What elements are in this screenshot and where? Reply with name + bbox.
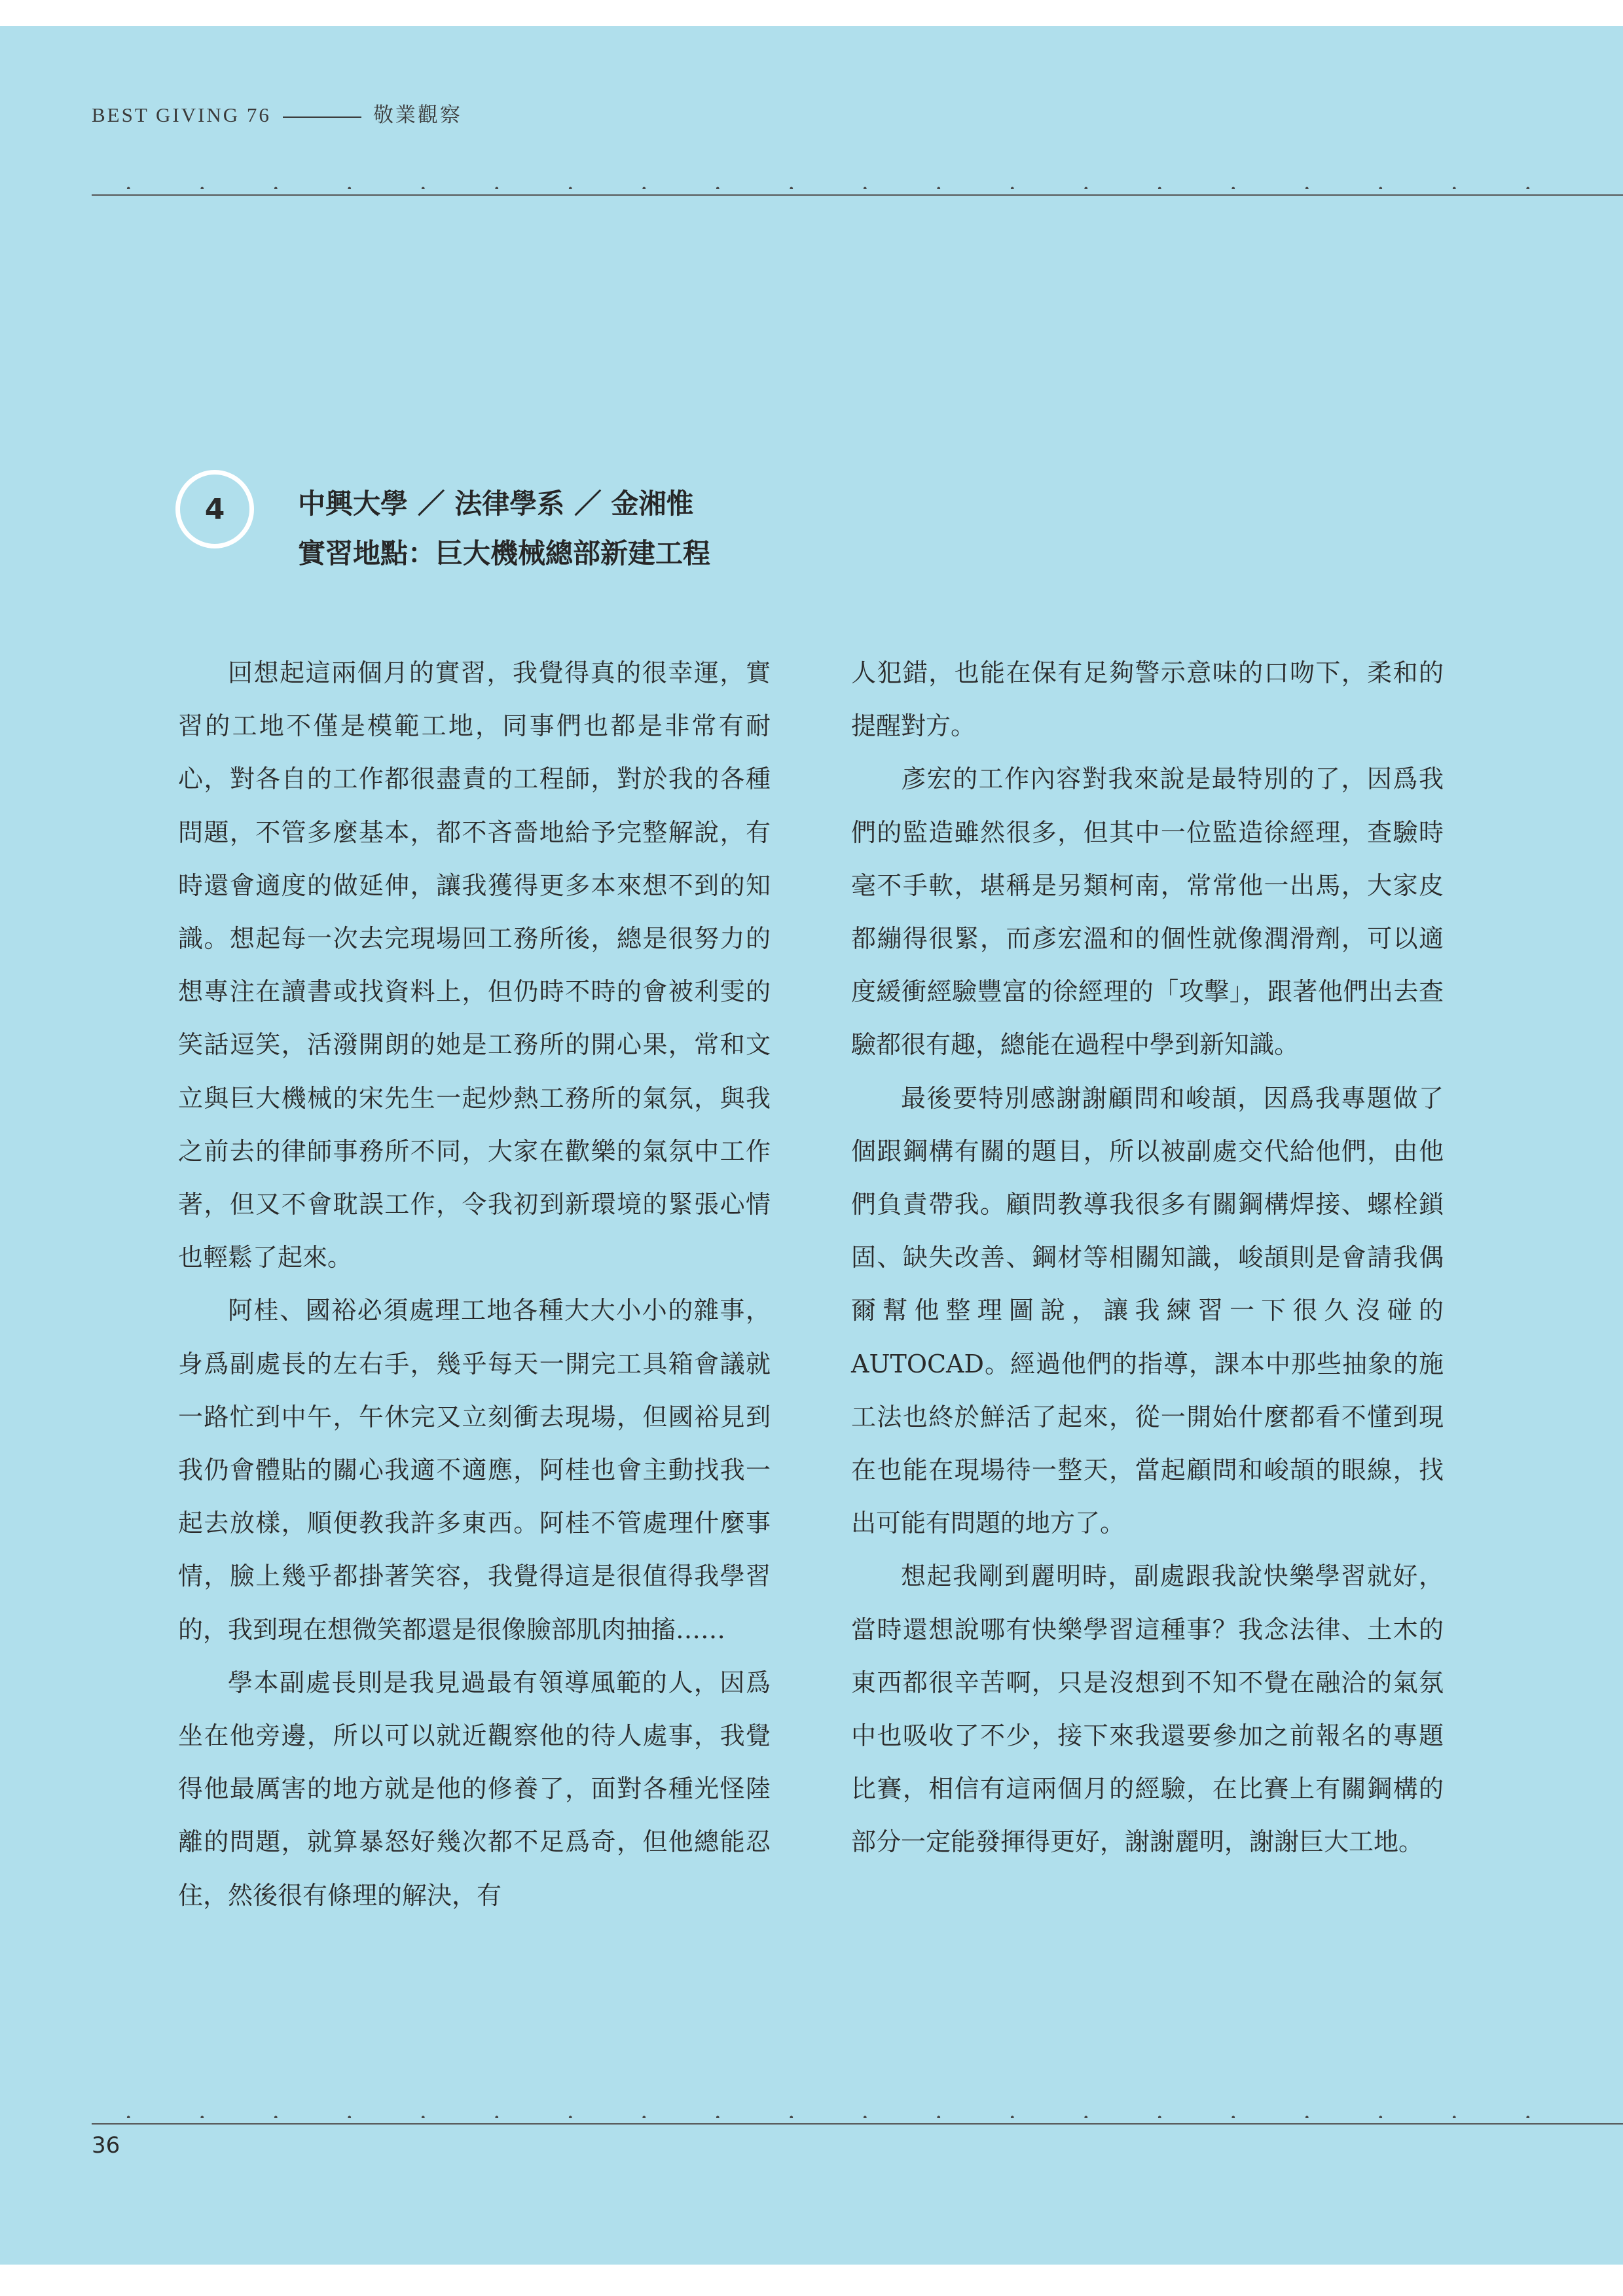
entry-title (298, 479, 710, 579)
paragraph: 最後要特別感謝謝顧問和峻頡，因爲我專題做了個跟鋼構有關的題目，所以被副處交代給他們，由他們負責帶我。顧問教導我很多有關鋼構焊接、螺栓鎖固、缺失改善、鋼材等相關知識，峻頡則是會請我偶爾幫他整理圖說，讓我練習一下很久沒碰的AUTOCAD。經過他們的指導，課本中那些抽象的施工法也終於鮮活了起來，從一開始什麼都看不懂到現在也能在現場待一整天，當起顧問和峻頡的眼線，找出可能有問題的地方了。 (851, 1083, 1444, 1538)
right-column (851, 647, 1444, 1869)
title-line-school: 中興大學 ／ 法律學系 ／ 金湘惟 (298, 488, 694, 520)
paragraph: 學本副處長則是我見過最有領導風範的人，因爲坐在他旁邊，所以可以就近觀察他的待人處事，我覺得他最厲害的地方就是他的修養了，面對各種光怪陸離的問題，就算暴怒好幾次都不足爲奇，但他總能忍住，然後很有條理的解決，有 (178, 1668, 771, 1910)
magazine-name: BEST GIVING 76 (92, 103, 271, 126)
paragraph: 回想起這兩個月的實習，我覺得真的很幸運，實習的工地不僅是模範工地，同事們也都是非常有耐心，對各自的工作都很盡責的工程師，對於我的各種問題，不管多麼基本，都不吝嗇地給予完整解說，有時還會適度的做延伸，讓我獲得更多本來想不到的知識。想起每一次去完現場回工務所後，總是很努力的想專注在讀書或找資料上，但仍時不時的會被利雯的笑話逗笑，活潑開朗的她是工務所的開心果，常和文立與巨大機械的宋先生一起炒熱工務所的氣氛，與我之前去的律師事務所不同，大家在歡樂的氣氛中工作著，但又不會耽誤工作，令我初到新環境的緊張心情也輕鬆了起來。 (178, 658, 771, 1272)
top-dotted-line (92, 187, 1584, 189)
paragraph: 彥宏的工作內容對我來說是最特別的了，因爲我們的監造雖然很多，但其中一位監造徐經理，查驗時毫不手軟，堪稱是另類柯南，常常他一出馬，大家皮都繃得很緊，而彥宏溫和的個性就像潤滑劑，可以適度緩衝經驗豐富的徐經理的「攻擊」，跟著他們出去查驗都很有趣，總能在過程中學到新知識。 (851, 764, 1444, 1060)
paragraph-continued: 人犯錯，也能在保有足夠警示意味的口吻下，柔和的提醒對方。 (851, 658, 1444, 741)
section-name: 敬業觀察 (373, 103, 462, 126)
header-dash (283, 117, 361, 118)
bottom-dotted-line (92, 2115, 1584, 2118)
running-header (92, 98, 462, 128)
page-number: 36 (92, 2132, 120, 2159)
entry-number-badge: 4 (175, 470, 254, 548)
bottom-rule (92, 2123, 1623, 2125)
left-column (178, 647, 771, 1922)
paragraph: 阿桂、國裕必須處理工地各種大大小小的雜事，身爲副處長的左右手，幾乎每天一開完工具箱會議就一路忙到中午，午休完又立刻衝去現場，但國裕見到我仍會體貼的關心我適不適應，阿桂也會主動找我一起去放樣，順便教我許多東西。阿桂不管處理什麼事情，臉上幾乎都掛著笑容，我覺得這是很值得我學習的，我到現在想微笑都還是很像臉部肌肉抽搐…… (178, 1296, 771, 1644)
top-rule (92, 194, 1623, 196)
title-line-location: 實習地點：巨大機械總部新建工程 (298, 537, 711, 569)
paragraph: 想起我剛到麗明時，副處跟我說快樂學習就好，當時還想說哪有快樂學習這種事？我念法律、土木的東西都很辛苦啊，只是沒想到不知不覺在融洽的氣氛中也吸收了不少，接下來我還要參加之前報名的專題比賽，相信有這兩個月的經驗，在比賽上有關鋼構的部分一定能發揮得更好，謝謝麗明，謝謝巨大工地。 (851, 1562, 1444, 1857)
